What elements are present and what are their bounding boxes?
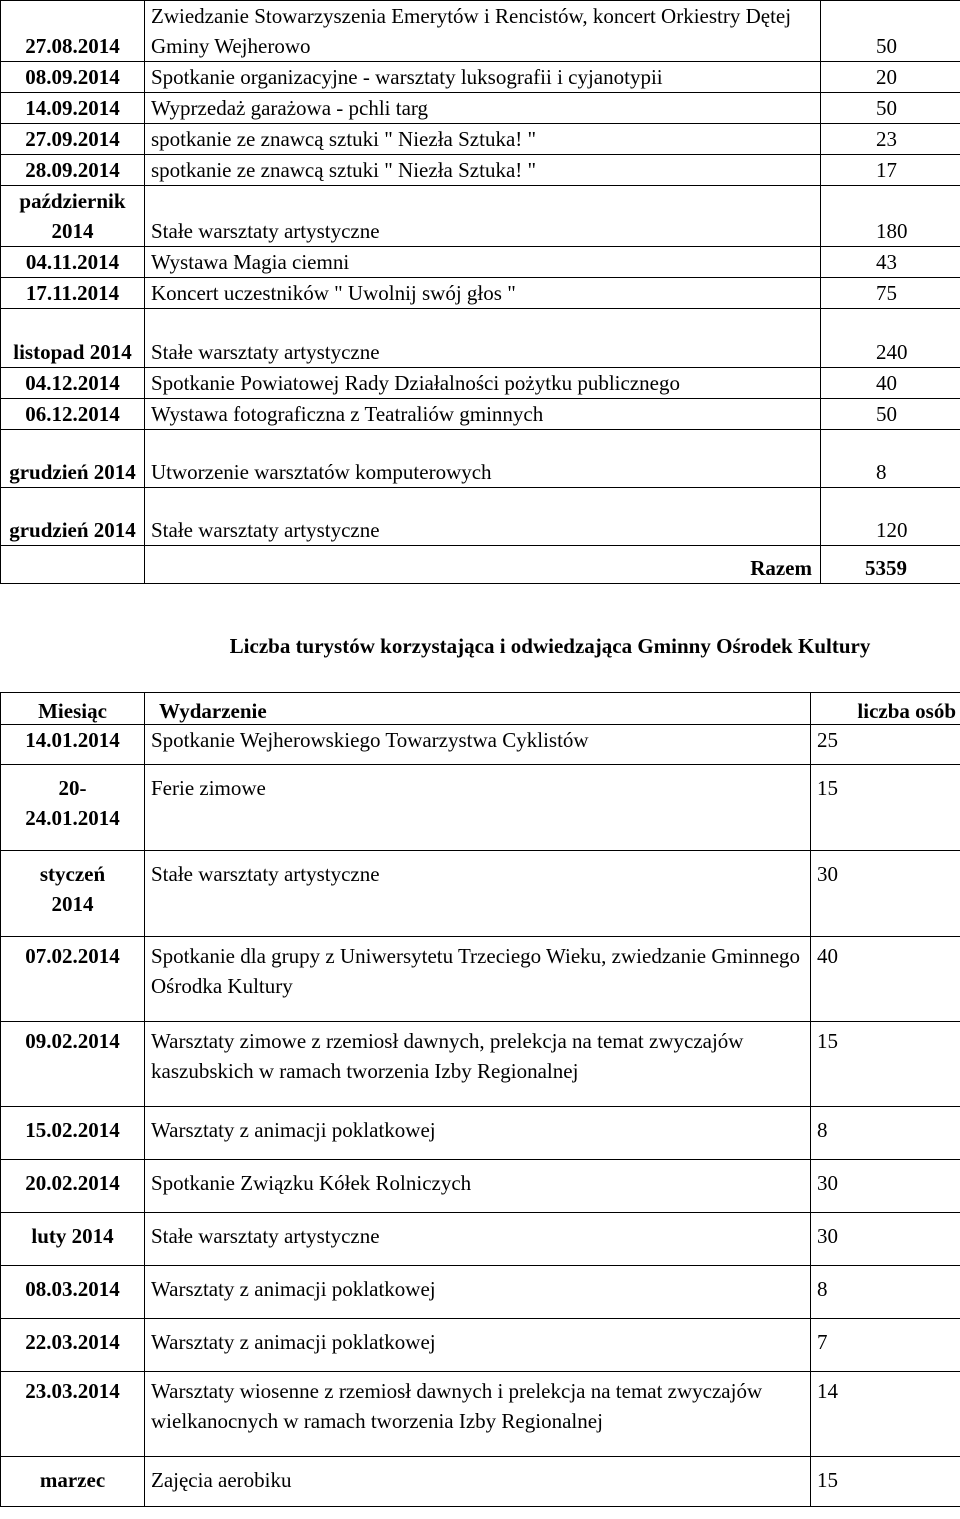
- row-date: 28.09.2014: [1, 155, 145, 186]
- row-event: Warsztaty z animacji poklatkowej: [145, 1319, 811, 1372]
- row-date: grudzień 2014: [1, 488, 145, 546]
- table-row: [1, 1107, 960, 1160]
- row-count: 17: [821, 155, 960, 186]
- row-event: Stałe warsztaty artystyczne: [145, 309, 821, 368]
- row-date: 27.08.2014: [1, 1, 145, 62]
- table-row: [1, 1372, 960, 1457]
- row-event: Stałe warsztaty artystyczne: [145, 186, 821, 247]
- total-label: Razem: [145, 546, 821, 584]
- row-event: spotkanie ze znawcą sztuki " Niezła Sztuka! ": [145, 124, 821, 155]
- table-row: [1, 488, 960, 546]
- table-row: [1, 1160, 960, 1213]
- row-event: Warsztaty z animacji poklatkowej: [145, 1266, 811, 1319]
- row-count: 23: [821, 124, 960, 155]
- table-row: [1, 1022, 960, 1107]
- blank-cell: [1, 546, 145, 584]
- table-row: [1, 93, 960, 124]
- row-event: spotkanie ze znawcą sztuki " Niezła Sztuka! ": [145, 155, 821, 186]
- total-value: 5359: [821, 546, 960, 584]
- row-date: 14.09.2014: [1, 93, 145, 124]
- row-date: 20-24.01.2014: [1, 765, 145, 851]
- row-date: 27.09.2014: [1, 124, 145, 155]
- table-row: [1, 1319, 960, 1372]
- row-date: 22.03.2014: [1, 1319, 145, 1372]
- row-event: Warsztaty zimowe z rzemiosł dawnych, prelekcja na temat zwyczajów kaszubskich w ramach tworzenia Izby Regionalnej: [145, 1022, 811, 1107]
- row-date: 07.02.2014: [1, 937, 145, 1022]
- table-row: [1, 1213, 960, 1266]
- row-date: październik 2014: [1, 186, 145, 247]
- row-count: 8: [821, 430, 960, 488]
- table-row: [1, 765, 960, 851]
- row-count: 43: [821, 247, 960, 278]
- tourists-table: [0, 692, 960, 1507]
- row-count: 180: [821, 186, 960, 247]
- row-event: Stałe warsztaty artystyczne: [145, 1213, 811, 1266]
- row-count: 7: [811, 1319, 960, 1372]
- table-row: [1, 1266, 960, 1319]
- row-date: 20.02.2014: [1, 1160, 145, 1213]
- row-count: 75: [821, 278, 960, 309]
- row-count: 240: [821, 309, 960, 368]
- row-count: 30: [811, 1213, 960, 1266]
- row-count: 50: [821, 1, 960, 62]
- table-row: [1, 278, 960, 309]
- row-date: grudzień 2014: [1, 430, 145, 488]
- total-row: [1, 546, 960, 584]
- row-event: Wyprzedaż garażowa - pchli targ: [145, 93, 821, 124]
- table-row: [1, 309, 960, 368]
- row-date: 06.12.2014: [1, 399, 145, 430]
- row-event: Zwiedzanie Stowarzyszenia Emerytów i Rencistów, koncert Orkiestry Dętej Gminy Wejherowo: [145, 1, 821, 62]
- row-count: 8: [811, 1107, 960, 1160]
- row-count: 30: [811, 1160, 960, 1213]
- row-date: 04.11.2014: [1, 247, 145, 278]
- table-row: [1, 155, 960, 186]
- row-event: Spotkanie dla grupy z Uniwersytetu Trzeciego Wieku, zwiedzanie Gminnego Ośrodka Kultury: [145, 937, 811, 1022]
- table-row: [1, 430, 960, 488]
- row-event: Wystawa fotograficzna z Teatraliów gminnych: [145, 399, 821, 430]
- row-date: 08.09.2014: [1, 62, 145, 93]
- row-count: 15: [811, 765, 960, 851]
- row-event: Koncert uczestników " Uwolnij swój głos ": [145, 278, 821, 309]
- row-event: Utworzenie warsztatów komputerowych: [145, 430, 821, 488]
- row-event: Ferie zimowe: [145, 765, 811, 851]
- table-row: [1, 1, 960, 62]
- row-event: Spotkanie organizacyjne - warsztaty luksografii i cyjanotypii: [145, 62, 821, 93]
- row-event: Warsztaty wiosenne z rzemiosł dawnych i prelekcja na temat zwyczajów wielkanocnych w ramach tworzenia Izby Regionalnej: [145, 1372, 811, 1457]
- row-count: 8: [811, 1266, 960, 1319]
- row-count: 14: [811, 1372, 960, 1457]
- row-date: luty 2014: [1, 1213, 145, 1266]
- table-row: [1, 186, 960, 247]
- header-month: Miesiąc: [1, 693, 145, 725]
- row-date: 14.01.2014: [1, 725, 145, 765]
- row-date: 04.12.2014: [1, 368, 145, 399]
- header-count: liczba osób: [811, 693, 960, 725]
- row-event: Stałe warsztaty artystyczne: [145, 488, 821, 546]
- row-event: Stałe warsztaty artystyczne: [145, 851, 811, 937]
- events-table-body: [1, 1, 960, 584]
- row-event: Warsztaty z animacji poklatkowej: [145, 1107, 811, 1160]
- row-date: listopad 2014: [1, 309, 145, 368]
- row-event: Spotkanie Powiatowej Rady Działalności pożytku publicznego: [145, 368, 821, 399]
- row-count: 40: [821, 368, 960, 399]
- row-date: 09.02.2014: [1, 1022, 145, 1107]
- table-row: [1, 124, 960, 155]
- table-row: [1, 725, 960, 765]
- table-row: [1, 368, 960, 399]
- table-row: [1, 247, 960, 278]
- table-row: [1, 399, 960, 430]
- row-count: 25: [811, 725, 960, 765]
- row-date: 17.11.2014: [1, 278, 145, 309]
- row-event: Wystawa Magia ciemni: [145, 247, 821, 278]
- table-row: [1, 1457, 960, 1507]
- tourists-table-body: [1, 693, 960, 1507]
- row-count: 15: [811, 1022, 960, 1107]
- row-count: 120: [821, 488, 960, 546]
- row-date: styczeń 2014: [1, 851, 145, 937]
- row-date: 15.02.2014: [1, 1107, 145, 1160]
- row-count: 20: [821, 62, 960, 93]
- row-count: 50: [821, 93, 960, 124]
- header-event: Wydarzenie: [145, 693, 811, 725]
- row-count: 40: [811, 937, 960, 1022]
- table-row: [1, 937, 960, 1022]
- row-count: 50: [821, 399, 960, 430]
- table-row: [1, 851, 960, 937]
- row-date: 23.03.2014: [1, 1372, 145, 1457]
- row-event: Spotkanie Związku Kółek Rolniczych: [145, 1160, 811, 1213]
- row-count: 30: [811, 851, 960, 937]
- row-date: 08.03.2014: [1, 1266, 145, 1319]
- row-event: Spotkanie Wejherowskiego Towarzystwa Cyklistów: [145, 725, 811, 765]
- row-count: 15: [811, 1457, 960, 1507]
- row-event: Zajęcia aerobiku: [145, 1457, 811, 1507]
- row-date: marzec: [1, 1457, 145, 1507]
- events-table-2014: [0, 0, 960, 584]
- header-row: [1, 693, 960, 725]
- table-row: [1, 62, 960, 93]
- section-title: Liczba turystów korzystająca i odwiedzająca Gminny Ośrodek Kultury: [229, 634, 871, 658]
